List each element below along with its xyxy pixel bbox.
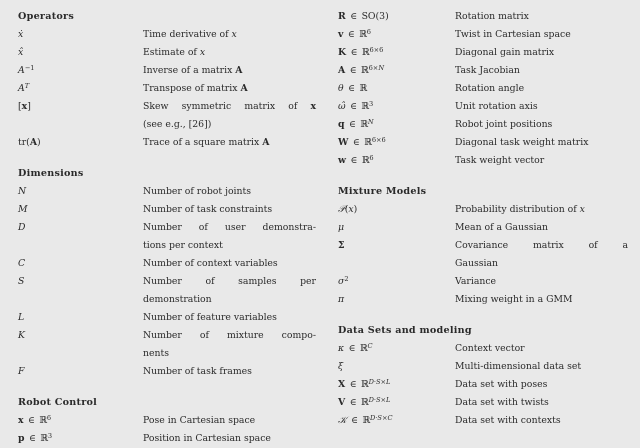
notation-entry — [18, 309, 316, 327]
notation-entry — [338, 62, 628, 80]
notation-description-line: Estimate of x — [143, 47, 206, 58]
notation-description-line: Number of samples per — [143, 276, 316, 287]
notation-description-line: Position in Cartesian space — [143, 433, 271, 444]
section-title: Mixture Models — [338, 186, 427, 197]
section-title: Robot Control — [18, 397, 98, 408]
notation-entry — [18, 62, 316, 80]
notation-description — [455, 237, 628, 273]
notation-description — [455, 62, 628, 80]
notation-section — [18, 394, 316, 448]
notation-section — [338, 183, 628, 309]
notation-description-line: Multi-dimensional data set — [455, 361, 582, 372]
notation-description-line: Number of task constraints — [143, 204, 273, 215]
notation-description — [455, 394, 628, 412]
notation-symbol: $A^{-1}$ — [18, 63, 35, 76]
notation-entry-list — [338, 340, 628, 430]
notation-description-line: tions per context — [143, 240, 223, 251]
notation-symbol: ξ — [338, 361, 344, 372]
notation-symbol: X ∈ ℝ$^{D\cdot S\times L}$ — [338, 377, 391, 390]
notation-description-line: Rotation angle — [455, 83, 525, 94]
notation-description-line: Variance — [455, 276, 497, 287]
notation-symbol: μ — [338, 222, 345, 233]
notation-symbol: S — [18, 276, 25, 287]
notation-entry — [18, 201, 316, 219]
notation-entry — [338, 394, 628, 412]
notation-description — [143, 201, 316, 219]
section-title: Operators — [18, 11, 74, 22]
notation-symbol: w ∈ ℝ$^6$ — [338, 153, 374, 166]
notation-description — [455, 8, 628, 26]
notation-description-line: Data set with contexts — [455, 415, 561, 426]
notation-description — [455, 412, 628, 430]
notation-symbol: v ∈ ℝ$^6$ — [338, 27, 371, 40]
notation-entry — [338, 273, 628, 291]
notation-description — [143, 26, 316, 44]
notation-description-line: Robot joint positions — [455, 119, 553, 130]
notation-symbol: x̂ — [18, 47, 24, 58]
notation-description-line: demonstration — [143, 294, 212, 305]
notation-entry — [18, 219, 316, 255]
notation-entry-list — [338, 8, 628, 170]
notation-entry — [338, 134, 628, 152]
notation-section — [338, 322, 628, 430]
notation-description — [143, 412, 316, 430]
notation-description-line: Rotation matrix — [455, 11, 529, 22]
notation-description — [455, 26, 628, 44]
notation-entry — [338, 237, 628, 273]
notation-entry — [18, 363, 316, 381]
notation-description-line: Number of mixture compo- — [143, 330, 316, 341]
notation-description-line: Pose in Cartesian space — [143, 415, 256, 426]
notation-description — [455, 80, 628, 98]
notation-entry-list — [338, 201, 628, 309]
notation-description-line: Trace of a square matrix A — [143, 137, 270, 148]
notation-description-line: Task Jacobian — [455, 65, 520, 76]
notation-description — [455, 340, 628, 358]
notation-description-line: Probability distribution of x — [455, 204, 585, 215]
notation-description — [455, 201, 628, 219]
notation-symbol: $\sigma^2$ — [338, 274, 349, 287]
notation-description-line: Context vector — [455, 343, 525, 354]
notation-description-line: Inverse of a matrix A — [143, 65, 243, 76]
notation-description — [455, 134, 628, 152]
notation-description — [143, 62, 316, 80]
notation-symbol: Σ — [338, 240, 345, 251]
notation-description — [143, 430, 316, 448]
notation-entry — [18, 134, 316, 152]
notation-description-line: Twist in Cartesian space — [455, 29, 571, 40]
notation-symbol: R ∈ SO(3) — [338, 11, 389, 22]
notation-description — [143, 44, 316, 62]
notation-entry-list — [18, 26, 316, 152]
notation-symbol: p ∈ ℝ$^3$ — [18, 431, 53, 444]
notation-description-line: Number of robot joints — [143, 186, 252, 197]
notation-entry — [338, 80, 628, 98]
notation-entry — [338, 26, 628, 44]
notation-symbol: [x] — [18, 101, 31, 112]
notation-entry — [338, 8, 628, 26]
notation-description — [143, 183, 316, 201]
notation-entry — [18, 98, 316, 134]
notation-section — [18, 165, 316, 381]
notation-description-line: Skew symmetric matrix of x — [143, 101, 316, 112]
notation-entry — [18, 255, 316, 273]
notation-description-line: Covariance matrix of a — [455, 240, 628, 251]
notation-description — [455, 98, 628, 116]
notation-description — [143, 219, 316, 255]
notation-description — [143, 273, 316, 309]
notation-symbol: K ∈ ℝ$^{6\times 6}$ — [338, 45, 384, 58]
notation-symbol: C — [18, 258, 26, 269]
notation-symbol: κ ∈ ℝ$^C$ — [338, 341, 373, 354]
notation-symbol: N — [18, 186, 27, 197]
notation-symbol: π — [338, 294, 345, 305]
notation-description — [455, 273, 628, 291]
notation-description — [455, 291, 628, 309]
notation-description-line: Number of task frames — [143, 366, 252, 377]
notation-description — [143, 134, 316, 152]
notation-description-line: Time derivative of x — [143, 29, 237, 40]
notation-description — [143, 255, 316, 273]
notation-description-line: Diagonal gain matrix — [455, 47, 555, 58]
notation-symbol: A ∈ ℝ$^{6\times N}$ — [338, 63, 385, 76]
notation-description — [455, 116, 628, 134]
notation-description — [143, 327, 316, 363]
notation-symbol: q ∈ ℝ$^N$ — [338, 117, 374, 130]
notation-symbol: ω̂ ∈ ℝ$^3$ — [338, 99, 374, 112]
notation-entry — [18, 183, 316, 201]
notation-symbol: θ ∈ ℝ — [338, 83, 367, 94]
notation-entry — [338, 116, 628, 134]
notation-description-line: Number of feature variables — [143, 312, 277, 323]
notation-symbol: 𝒫(x) — [338, 204, 358, 215]
notation-section — [338, 8, 628, 170]
notation-description-line: Data set with poses — [455, 379, 548, 390]
notation-column-left — [10, 8, 320, 444]
notation-entry — [18, 26, 316, 44]
notation-symbol: tr(A) — [18, 137, 41, 148]
notation-description-line: Data set with twists — [455, 397, 549, 408]
notation-section — [18, 8, 316, 152]
notation-description-line: Number of user demonstra- — [143, 222, 316, 233]
notation-description-line: Unit rotation axis — [455, 101, 538, 112]
notation-entry — [18, 430, 316, 448]
notation-symbol: x ∈ ℝ$^6$ — [18, 413, 52, 426]
notation-entry — [338, 340, 628, 358]
notation-symbol: F — [18, 366, 25, 377]
notation-description-line: nents — [143, 348, 169, 359]
notation-entry — [338, 376, 628, 394]
notation-symbol: $A^T$ — [18, 81, 30, 94]
notation-description-line: Number of context variables — [143, 258, 278, 269]
section-title: Data Sets and modeling — [338, 325, 472, 336]
notation-description — [143, 80, 316, 98]
notation-description — [455, 152, 628, 170]
notation-symbol: K — [18, 330, 25, 341]
notation-description-line: Diagonal task weight matrix — [455, 137, 589, 148]
notation-entry — [338, 98, 628, 116]
notation-symbol: ẋ — [18, 29, 24, 40]
notation-symbol: M — [18, 204, 28, 215]
notation-symbol: W ∈ ℝ$^{6\times 6}$ — [338, 135, 386, 148]
notation-entry — [338, 44, 628, 62]
section-title: Dimensions — [18, 168, 84, 179]
notation-description-line: Mixing weight in a GMM — [455, 294, 573, 305]
notation-column-right — [320, 8, 630, 430]
notation-entry — [338, 152, 628, 170]
notation-description — [143, 363, 316, 381]
notation-description — [143, 98, 316, 134]
notation-description-line: Task weight vector — [455, 155, 545, 166]
notation-entry — [18, 80, 316, 98]
notation-description-line: Transpose of matrix A — [143, 83, 248, 94]
notation-entry — [18, 412, 316, 430]
notation-symbol: D — [18, 222, 26, 233]
notation-description — [455, 44, 628, 62]
notation-entry — [18, 44, 316, 62]
notation-symbol: 𝒦 ∈ ℝ$^{D\cdot S\times C}$ — [338, 413, 393, 426]
notation-entry — [338, 412, 628, 430]
notation-description-line: Gaussian — [455, 258, 499, 269]
notation-entry — [338, 219, 628, 237]
notation-description — [455, 219, 628, 237]
notation-entry — [338, 201, 628, 219]
notation-description-line: (see e.g., [26]) — [143, 119, 212, 130]
notation-symbol: L — [18, 312, 25, 323]
notation-entry — [338, 358, 628, 376]
notation-description — [455, 376, 628, 394]
notation-description — [455, 358, 628, 376]
notation-entry — [18, 273, 316, 309]
notation-entry — [338, 291, 628, 309]
notation-description-line: Mean of a Gaussian — [455, 222, 549, 233]
notation-entry — [18, 327, 316, 363]
notation-entry-list — [18, 412, 316, 448]
notation-description — [143, 309, 316, 327]
notation-entry-list — [18, 183, 316, 381]
notation-symbol: V ∈ ℝ$^{D\cdot S\times L}$ — [338, 395, 391, 408]
